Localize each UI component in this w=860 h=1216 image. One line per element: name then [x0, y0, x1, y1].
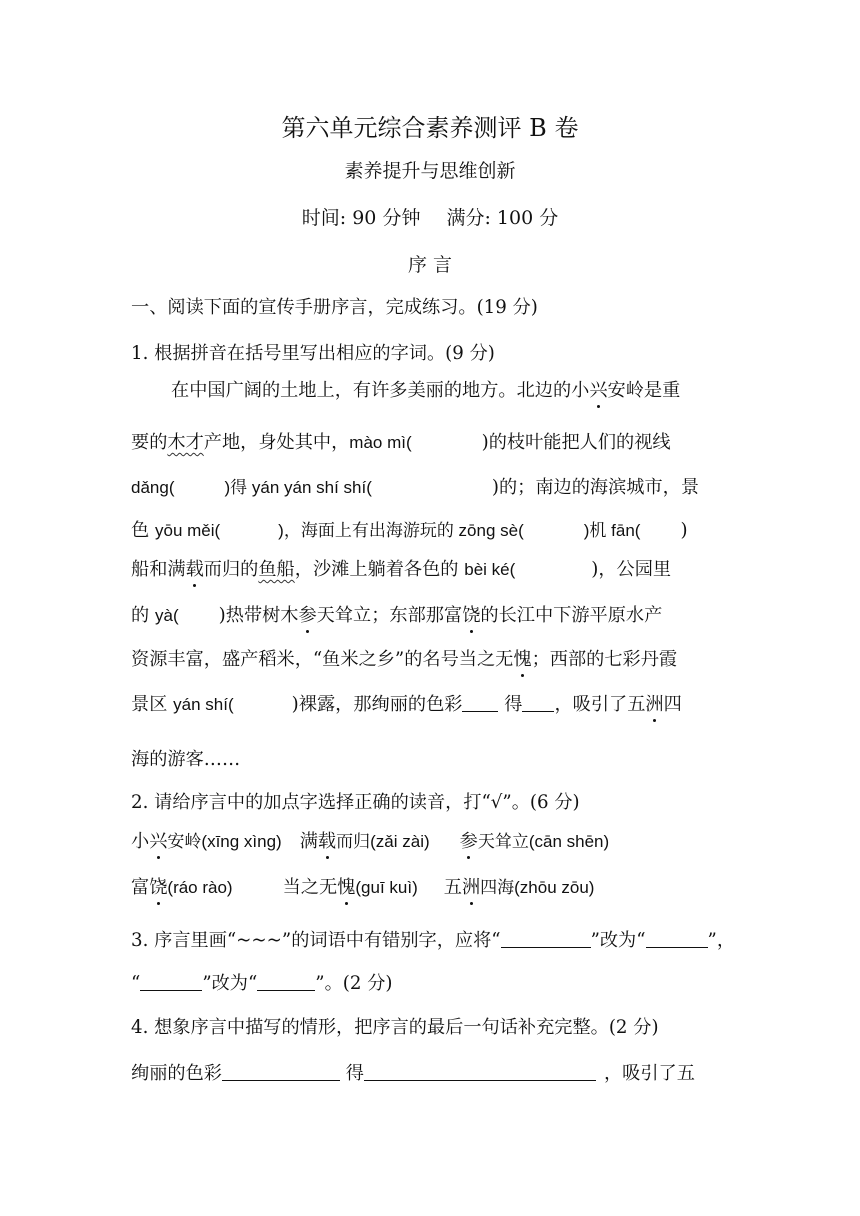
reading-choices-row-1 — [131, 830, 609, 854]
passage-text: 要的 — [131, 432, 168, 453]
passage-text: ，沙滩上躺着各色的 — [294, 559, 465, 580]
question-text: 绚丽的色彩 — [131, 1063, 222, 1084]
pinyin-prompt: )得 yán yán shí shí( — [224, 478, 372, 497]
dotted-char: 载 — [185, 559, 204, 580]
dotted-char: 洲 — [645, 694, 664, 715]
question-text: ”。(2 分) — [315, 973, 393, 994]
passage-line-9: 海的游客…… — [131, 749, 241, 770]
passage-text: )的枝叶能把人们的视线 — [481, 432, 671, 453]
passage-line-1 — [171, 379, 680, 403]
question-text: ”改为“ — [590, 930, 646, 951]
pinyin-prompt: yán shí( — [173, 695, 234, 714]
answer-blank[interactable] — [522, 693, 554, 712]
passage-line-4 — [131, 519, 688, 543]
answer-blank[interactable] — [501, 929, 591, 948]
question-3-line-1 — [131, 929, 735, 953]
dotted-char: 参 — [298, 605, 317, 626]
passage-text: 船和满 — [131, 559, 186, 580]
passage-text: 天耸立；东部那富 — [316, 605, 463, 626]
passage-line-3 — [131, 476, 699, 500]
passage-line-5 — [131, 558, 671, 582]
question-text: 3. 序言里画“~~~”的词语中有错别字，应将“ — [131, 930, 501, 951]
passage-text: ；西部的七彩丹霞 — [531, 649, 678, 670]
full-score: 满分: 100 分 — [446, 207, 559, 229]
passage-text: ，吸引了五 — [554, 694, 646, 715]
passage-text: 产地，身处其中， — [203, 432, 350, 453]
dotted-char: 饶 — [462, 605, 481, 626]
pinyin-prompt: dǎng( — [131, 478, 175, 497]
passage-text: )裸露，那绚丽的色彩 — [291, 694, 463, 715]
passage-text: 而归的 — [203, 559, 259, 580]
choice-item[interactable]: 富饶(ráo rào) — [131, 877, 233, 898]
pinyin-prompt: bèi ké( — [464, 560, 516, 579]
passage-line-6 — [131, 604, 662, 628]
passage-line-2 — [131, 431, 671, 455]
question-2-prompt: 2. 请给序言中的加点字选择正确的读音，打“√”。(6 分) — [131, 792, 580, 813]
pinyin-prompt: yōu měi( — [154, 521, 221, 540]
passage-line-7 — [131, 648, 677, 672]
question-text: ”改为“ — [202, 973, 258, 994]
passage-text: 在中国广阔的土地上，有许多美丽的地方。北边的小 — [171, 380, 590, 401]
passage-text: 资源丰富，盛产稻米，“鱼米之乡”的名号当之无 — [131, 649, 514, 670]
dotted-char: 兴 — [589, 380, 608, 401]
exam-info — [0, 206, 860, 230]
choice-item[interactable]: 参天耸立(cān shēn) — [459, 831, 610, 852]
answer-blank[interactable] — [646, 929, 708, 948]
passage-text: )，公园里 — [591, 559, 672, 580]
passage-text: ) — [680, 520, 688, 541]
question-text: 得 — [339, 1063, 364, 1084]
question-1-prompt: 1. 根据拼音在括号里写出相应的字词。(9 分) — [131, 343, 495, 364]
passage-text: 得 — [498, 694, 523, 715]
reading-choices-row-2 — [131, 876, 594, 900]
question-3-line-2 — [131, 972, 393, 996]
answer-blank[interactable] — [257, 972, 315, 991]
dotted-char: 愧 — [513, 649, 532, 670]
question-text: ”， — [707, 930, 736, 951]
choice-item[interactable]: 当之无愧(guī kuì) — [282, 877, 418, 898]
passage-text: )的；南边的海滨城市，景 — [491, 477, 700, 498]
answer-blank[interactable] — [364, 1062, 596, 1081]
question-text: ，吸引了五 — [603, 1063, 695, 1084]
exam-title: 第六单元综合素养测评 B 卷 — [281, 114, 579, 142]
choice-item[interactable]: 五洲四海(zhōu zōu) — [443, 877, 595, 898]
passage-text: 四 — [663, 694, 682, 715]
exam-subtitle: 素养提升与思维创新 — [344, 160, 516, 182]
passage-text: 色 — [131, 520, 155, 541]
question-4-answer-line — [131, 1062, 695, 1086]
answer-blank[interactable] — [462, 693, 498, 712]
answer-blank[interactable] — [140, 972, 202, 991]
passage-text: 安岭是重 — [607, 380, 681, 401]
wavy-underlined-word: 鱼船 — [258, 559, 295, 580]
passage-text: 的 — [131, 605, 155, 626]
passage-text: )热带树木 — [218, 605, 299, 626]
pinyin-prompt: )，海面上有出海游玩的 zōng sè( — [278, 521, 524, 540]
wavy-underlined-word: 木才 — [167, 432, 204, 453]
question-4-prompt: 4. 想象序言中描写的情形，把序言的最后一句话补充完整。(2 分) — [131, 1017, 659, 1038]
passage-text: 景区 — [131, 694, 174, 715]
answer-blank[interactable] — [222, 1062, 340, 1081]
time-limit: 时间: 90 分钟 — [301, 207, 421, 229]
pinyin-prompt: yà( — [154, 606, 179, 625]
choice-item[interactable]: 满载而归(zǎi zài) — [299, 831, 430, 852]
part-one-heading: 一、阅读下面的宣传手册序言，完成练习。(19 分) — [131, 297, 538, 318]
passage-text: 的长江中下游平原水产 — [480, 605, 663, 626]
pinyin-prompt: mào mì( — [349, 433, 412, 452]
question-text: “ — [131, 973, 141, 994]
passage-line-8 — [131, 693, 682, 717]
choice-item[interactable]: 小兴安岭(xīng xìng) — [131, 831, 282, 852]
passage-heading: 序 言 — [407, 254, 453, 276]
pinyin-prompt: )机 fān( — [583, 521, 641, 540]
